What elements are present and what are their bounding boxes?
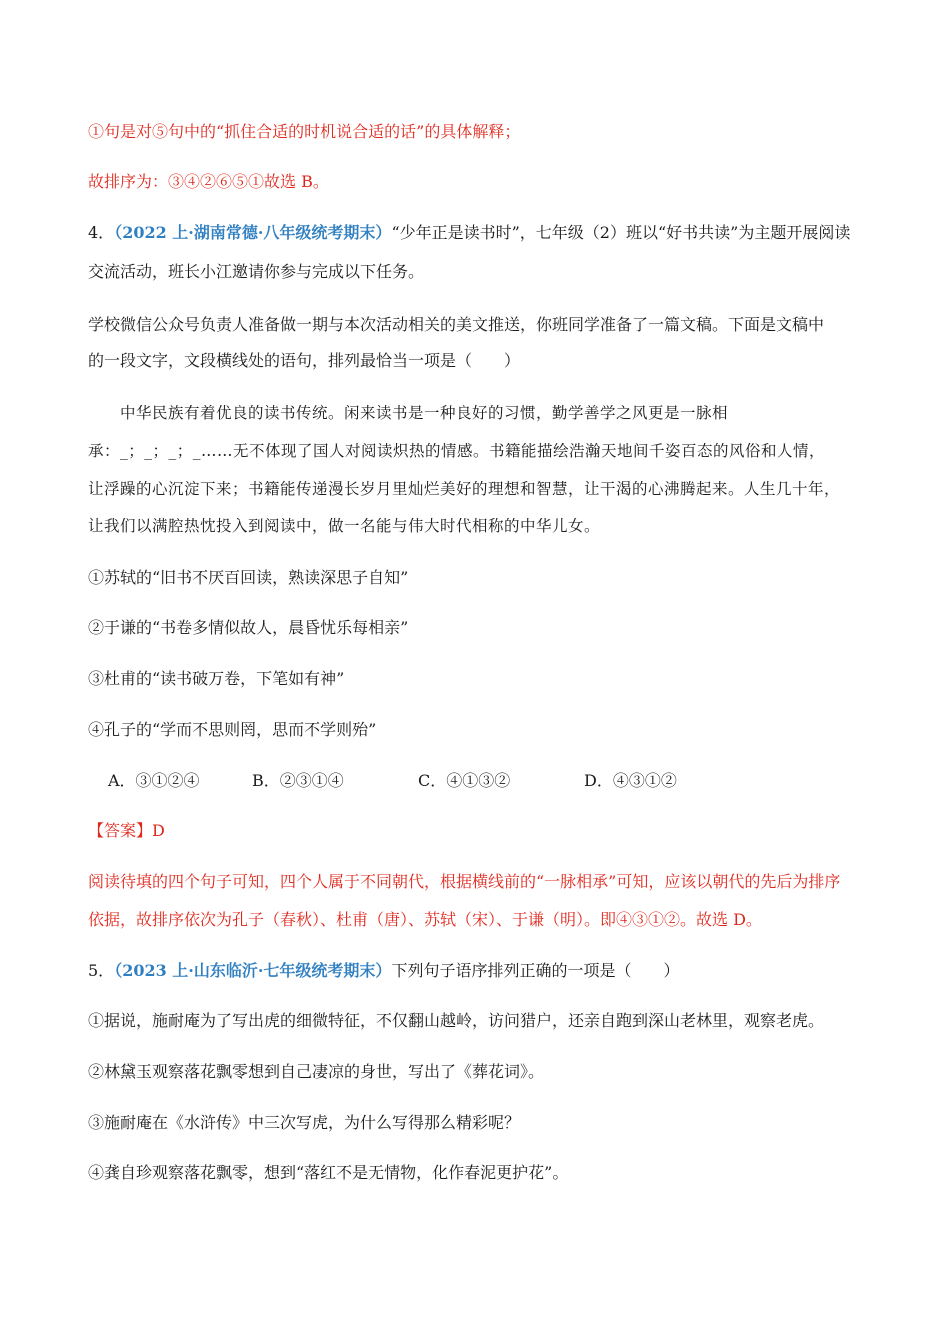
q4-stem-line-1	[88, 222, 868, 244]
q4-analysis-line-2: 依据，故排序依次为孔子（春秋）、杜甫（唐）、苏轼（宋）、于谦（明）。即④③①②。故选 D。	[88, 910, 762, 929]
q4-answer: 【答案】D	[88, 821, 165, 840]
q4-number: 4．	[88, 223, 115, 242]
q5-number: 5．	[88, 961, 115, 980]
q4-item-3: ③杜甫的“读书破万卷，下笔如有神”	[88, 669, 345, 688]
q4-passage-line-3: 让浮躁的心沉淀下来；书籍能传递漫长岁月里灿烂美好的理想和智慧，让干渴的心沸腾起来。人生几十年，	[88, 480, 841, 498]
q5-source: （2023 上·山东临沂·七年级统考期末）	[114, 961, 392, 980]
q5-item-2: ②林黛玉观察落花飘零想到自己凄凉的身世，写出了《葬花词》。	[88, 1062, 545, 1081]
q4-item-4: ④孔子的“学而不思则罔，思而不学则殆”	[88, 720, 377, 739]
q4-item-1: ①苏轼的“旧书不厌百回读，熟读深思子自知”	[88, 568, 409, 587]
q5-stem-text: 下列句子语序排列正确的一项是（ ）	[391, 961, 680, 980]
q4-source: （2022 上·湖南常德·八年级统考期末）	[114, 223, 392, 242]
q5-stem	[88, 960, 868, 982]
q5-item-3: ③施耐庵在《水浒传》中三次写虎，为什么写得那么精彩呢？	[88, 1113, 521, 1132]
q4-option-c: C．④①③②	[418, 771, 511, 790]
q4-stem-text: “少年正是读书时”，七年级（2）班以“好书共读”为主题开展阅读	[391, 223, 851, 242]
q4-passage-line-1: 中华民族有着优良的读书传统。闲来读书是一种良好的习惯，勤学善学之风更是一脉相	[120, 404, 729, 422]
q5-item-1: ①据说，施耐庵为了写出虎的细微特征，不仅翻山越岭，访问猎户，还亲自跑到深山老林里，观察老虎。	[88, 1011, 825, 1030]
q4-option-b: B．②③①④	[252, 771, 344, 790]
q4-option-d: D．④③①②	[584, 771, 677, 790]
prev-analysis-line-1: ①句是对⑤句中的“抓住合适的时机说合适的话”的具体解释；	[88, 122, 521, 141]
q4-passage-line-4: 让我们以满腔热忱投入到阅读中，做一名能与伟大时代相称的中华儿女。	[88, 517, 601, 535]
q4-task-line-2: 的一段文字，文段横线处的语句，排列最恰当一项是（ ）	[88, 351, 521, 370]
q4-stem-line-2: 交流活动，班长小江邀请你参与完成以下任务。	[88, 262, 425, 281]
q5-item-4: ④龚自珍观察落花飘零，想到“落红不是无情物，化作春泥更护花”。	[88, 1163, 569, 1182]
q4-task-line-1: 学校微信公众号负责人准备做一期与本次活动相关的美文推送，你班同学准备了一篇文稿。下面是文稿中	[88, 315, 825, 334]
q4-analysis-line-1: 阅读待填的四个句子可知，四个人属于不同朝代，根据横线前的“一脉相承”可知，应该以朝代的先后为排序	[88, 872, 841, 891]
q4-item-2: ②于谦的“书卷多情似故人，晨昏忧乐每相亲”	[88, 618, 409, 637]
prev-analysis-line-2: 故排序为：③④②⑥⑤①故选 B。	[88, 172, 329, 191]
q4-option-a: A．③①②④	[108, 771, 200, 790]
q4-passage-line-2: 承：_；_；_；_……无不体现了国人对阅读炽热的情感。书籍能描绘浩瀚天地间千姿百态的风俗和人情，	[88, 442, 826, 460]
